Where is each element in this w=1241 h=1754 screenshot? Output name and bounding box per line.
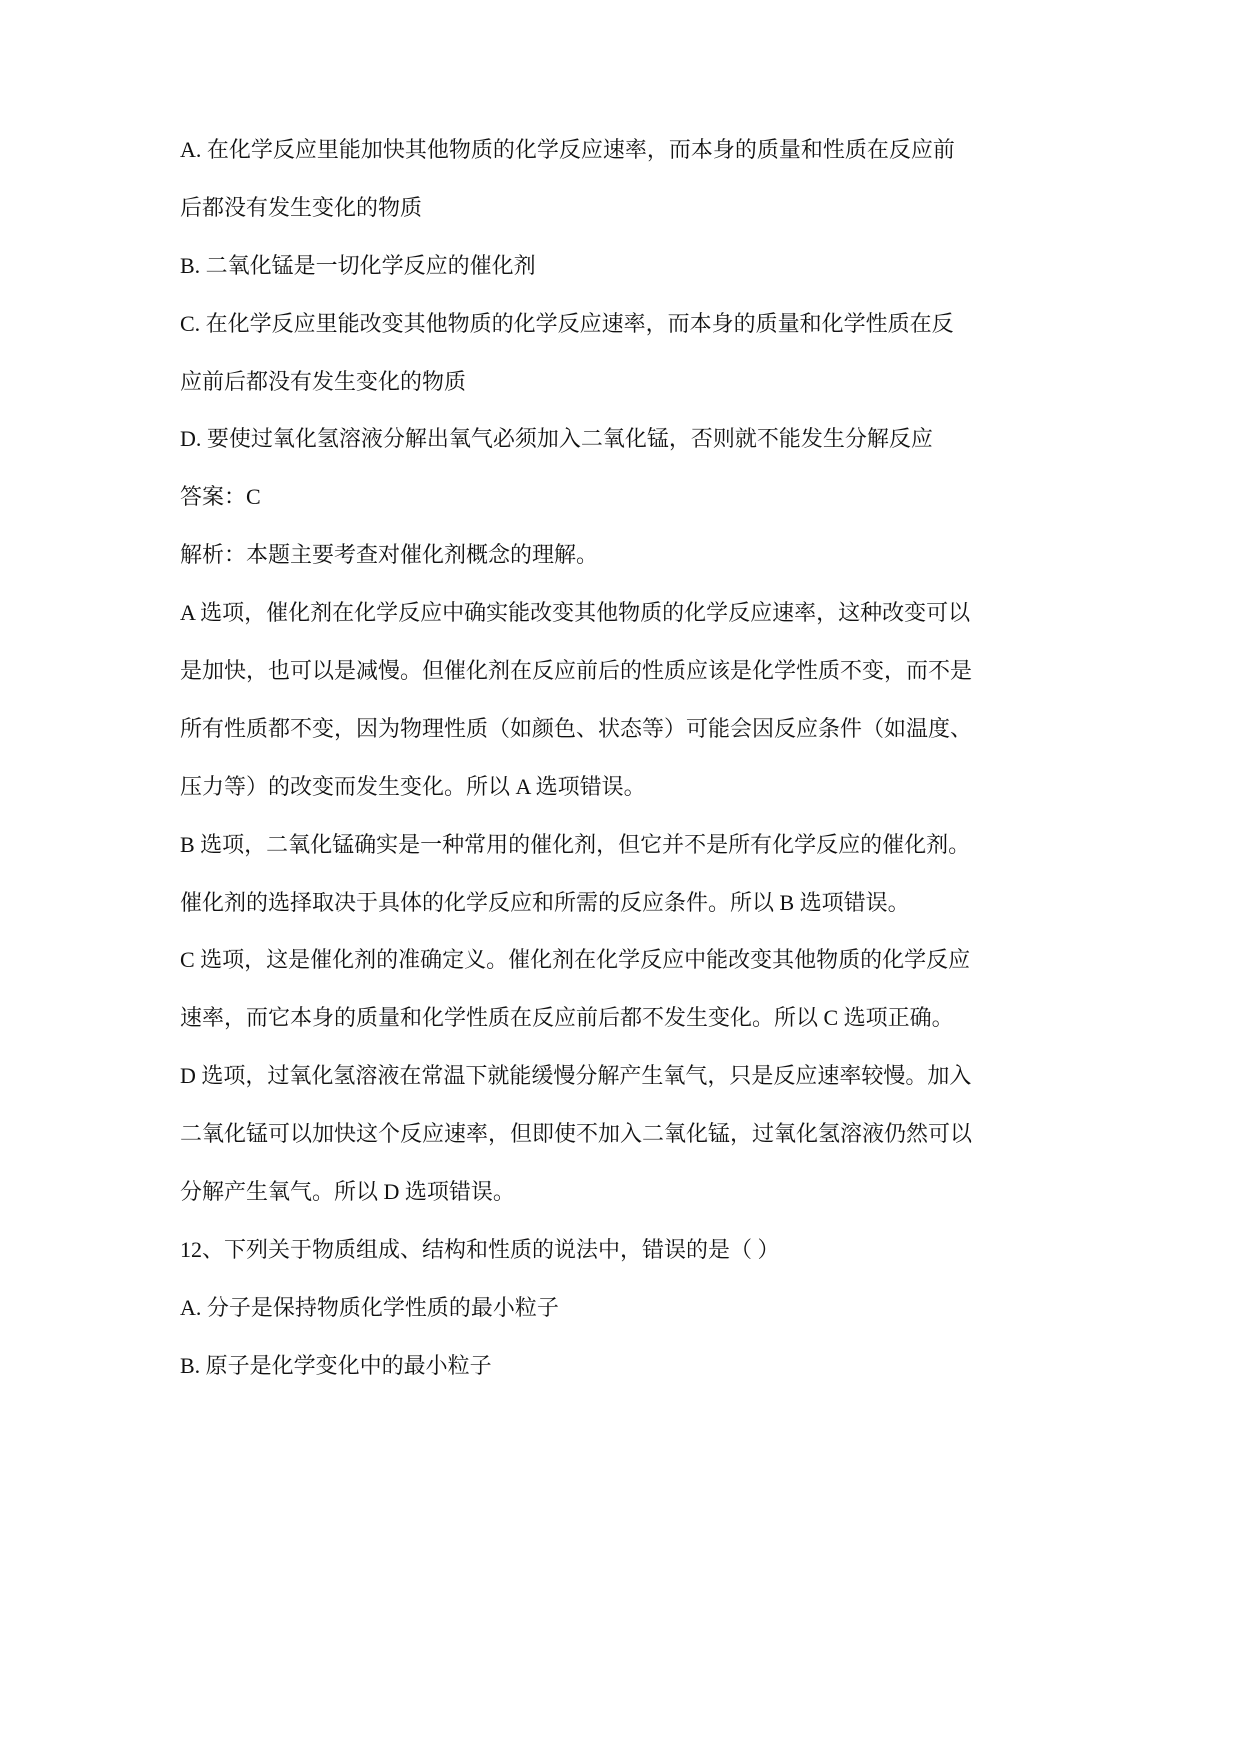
prev-option-a-line: A. 在化学反应里能加快其他物质的化学反应速率，而本身的质量和性质在反应前 bbox=[180, 137, 955, 162]
analysis-option-b-line: B 选项，二氧化锰确实是一种常用的催化剂，但它并不是所有化学反应的催化剂。 bbox=[180, 831, 971, 857]
analysis-option-d-line: 二氧化锰可以加快这个反应速率，但即使不加入二氧化锰，过氧化氢溶液仍然可以 bbox=[180, 1121, 973, 1147]
question-12-stem: 12、下列关于物质组成、结构和性质的说法中，错误的是（ ） bbox=[180, 1236, 780, 1262]
prev-option-a-line: 后都没有发生变化的物质 bbox=[180, 194, 423, 220]
analysis-option-a-line: 是加快，也可以是减慢。但催化剂在反应前后的性质应该是化学性质不变，而不是 bbox=[180, 658, 973, 684]
prev-option-b-line: B. 二氧化锰是一切化学反应的催化剂 bbox=[180, 252, 536, 278]
analysis-option-d-line: 分解产生氧气。所以 D 选项错误。 bbox=[180, 1179, 515, 1205]
analysis-option-d-line: D 选项，过氧化氢溶液在常温下就能缓慢分解产生氧气，只是反应速率较慢。加入 bbox=[180, 1063, 972, 1089]
analysis-option-b-line: 催化剂的选择取决于具体的化学反应和所需的反应条件。所以 B 选项错误。 bbox=[180, 889, 910, 915]
analysis-option-c bbox=[180, 931, 1241, 1047]
analysis-option-a-line: A 选项，催化剂在化学反应中确实能改变其他物质的化学反应速率，这种改变可以 bbox=[180, 600, 971, 626]
prev-option-d-line: D. 要使过氧化氢溶液分解出氧气必须加入二氧化锰，否则就不能发生分解反应 bbox=[180, 426, 933, 452]
answer bbox=[180, 468, 1241, 526]
prev-option-a bbox=[180, 121, 1241, 237]
prev-option-d bbox=[180, 410, 1241, 468]
prev-option-c-line: 应前后都没有发生变化的物质 bbox=[180, 368, 467, 394]
answer-line: 答案：C bbox=[180, 484, 261, 510]
analysis-option-d bbox=[180, 1047, 1241, 1221]
analysis-option-a-line: 压力等）的改变而发生变化。所以 A 选项错误。 bbox=[180, 773, 646, 799]
prev-option-c bbox=[180, 295, 1241, 411]
analysis-option-a bbox=[180, 584, 1241, 816]
analysis-option-b bbox=[180, 816, 1241, 932]
analysis-option-c-line: 速率，而它本身的质量和化学性质在反应前后都不发生变化。所以 C 选项正确。 bbox=[180, 1005, 954, 1031]
analysis-option-a-line: 所有性质都不变，因为物理性质（如颜色、状态等）可能会因反应条件（如温度、 bbox=[180, 715, 973, 741]
question-12 bbox=[180, 1221, 1241, 1395]
prev-option-c-line: C. 在化学反应里能改变其他物质的化学反应速率，而本身的质量和化学性质在反 bbox=[180, 310, 954, 336]
analysis-option-c-line: C 选项，这是催化剂的准确定义。催化剂在化学反应中能改变其他物质的化学反应 bbox=[180, 947, 971, 973]
analysis bbox=[180, 526, 1241, 1221]
question-12-option-b: B. 原子是化学变化中的最小粒子 bbox=[180, 1352, 492, 1378]
prev-option-b bbox=[180, 237, 1241, 295]
question-12-option-a: A. 分子是保持物质化学性质的最小粒子 bbox=[180, 1294, 559, 1320]
analysis-intro: 解析：本题主要考查对催化剂概念的理解。 bbox=[180, 542, 599, 568]
